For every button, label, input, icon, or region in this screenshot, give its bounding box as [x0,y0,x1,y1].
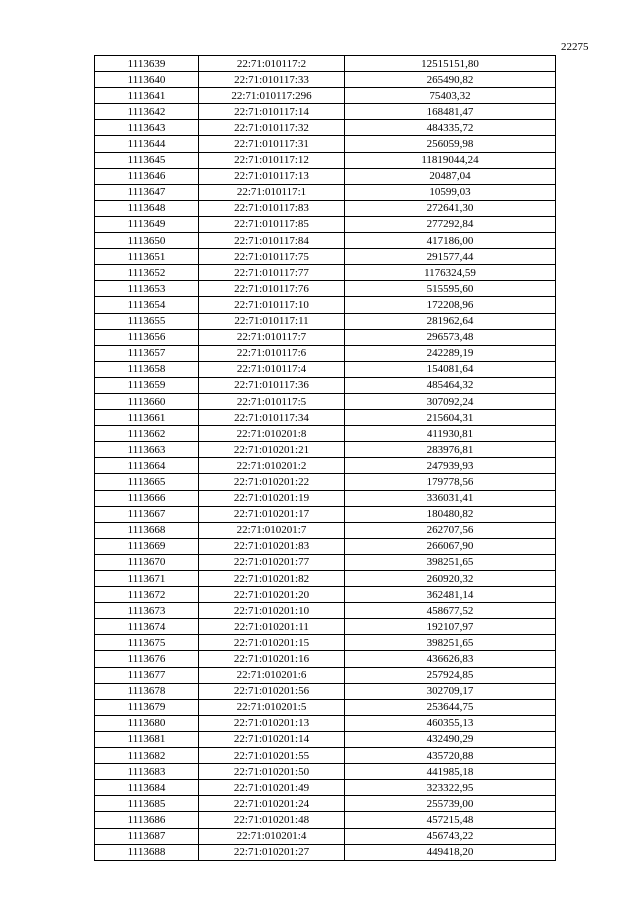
record-number-cell: 1113653 [95,281,199,297]
table-row [95,152,556,168]
cadastral-number-cell: 22:71:010117:11 [199,313,345,329]
cadastral-number-cell: 22:71:010117:5 [199,393,345,409]
cadastral-value-cell: 20487,04 [345,168,556,184]
record-number-cell: 1113647 [95,184,199,200]
record-number-cell: 1113681 [95,731,199,747]
table-body [95,56,556,861]
table-row [95,522,556,538]
cadastral-value-cell: 458677,52 [345,603,556,619]
cadastral-value-cell: 411930,81 [345,426,556,442]
cadastral-value-cell: 323322,95 [345,780,556,796]
cadastral-number-cell: 22:71:010117:83 [199,200,345,216]
cadastral-number-cell: 22:71:010117:6 [199,345,345,361]
cadastral-number-cell: 22:71:010117:31 [199,136,345,152]
cadastral-number-cell: 22:71:010117:10 [199,297,345,313]
table-row [95,329,556,345]
cadastral-value-cell: 449418,20 [345,844,556,860]
cadastral-number-cell: 22:71:010201:2 [199,458,345,474]
record-number-cell: 1113669 [95,538,199,554]
record-number-cell: 1113643 [95,120,199,136]
cadastral-value-cell: 435720,88 [345,748,556,764]
record-number-cell: 1113684 [95,780,199,796]
cadastral-value-cell: 242289,19 [345,345,556,361]
cadastral-value-cell: 398251,65 [345,554,556,570]
table-row [95,233,556,249]
table-row [95,72,556,88]
table-row [95,56,556,72]
record-number-cell: 1113678 [95,683,199,699]
cadastral-value-cell: 168481,47 [345,104,556,120]
cadastral-value-cell: 432490,29 [345,731,556,747]
cadastral-number-cell: 22:71:010201:13 [199,715,345,731]
cadastral-value-cell: 192107,97 [345,619,556,635]
page-number: 22275 [561,41,589,53]
record-number-cell: 1113646 [95,168,199,184]
cadastral-value-cell: 485464,32 [345,377,556,393]
cadastral-number-cell: 22:71:010201:50 [199,764,345,780]
table-row [95,651,556,667]
cadastral-number-cell: 22:71:010117:36 [199,377,345,393]
record-number-cell: 1113666 [95,490,199,506]
table-row [95,571,556,587]
cadastral-number-cell: 22:71:010117:13 [199,168,345,184]
cadastral-value-table [94,55,556,861]
table-row [95,216,556,232]
record-number-cell: 1113662 [95,426,199,442]
record-number-cell: 1113667 [95,506,199,522]
cadastral-number-cell: 22:71:010201:82 [199,571,345,587]
cadastral-value-cell: 436626,83 [345,651,556,667]
cadastral-value-cell: 296573,48 [345,329,556,345]
cadastral-value-cell: 272641,30 [345,200,556,216]
cadastral-value-cell: 257924,85 [345,667,556,683]
record-number-cell: 1113645 [95,152,199,168]
cadastral-number-cell: 22:71:010117:4 [199,361,345,377]
cadastral-number-cell: 22:71:010201:20 [199,587,345,603]
record-number-cell: 1113679 [95,699,199,715]
record-number-cell: 1113642 [95,104,199,120]
cadastral-number-cell: 22:71:010117:33 [199,72,345,88]
table-row [95,731,556,747]
record-number-cell: 1113654 [95,297,199,313]
record-number-cell: 1113658 [95,361,199,377]
cadastral-number-cell: 22:71:010117:14 [199,104,345,120]
cadastral-number-cell: 22:71:010117:32 [199,120,345,136]
table-row [95,393,556,409]
cadastral-value-cell: 265490,82 [345,72,556,88]
cadastral-value-cell: 1176324,59 [345,265,556,281]
table-row [95,361,556,377]
record-number-cell: 1113648 [95,200,199,216]
record-number-cell: 1113683 [95,764,199,780]
cadastral-value-cell: 262707,56 [345,522,556,538]
cadastral-number-cell: 22:71:010201:83 [199,538,345,554]
table-row [95,748,556,764]
table-row [95,442,556,458]
record-number-cell: 1113670 [95,554,199,570]
record-number-cell: 1113652 [95,265,199,281]
record-number-cell: 1113664 [95,458,199,474]
cadastral-value-cell: 417186,00 [345,233,556,249]
record-number-cell: 1113675 [95,635,199,651]
cadastral-value-cell: 291577,44 [345,249,556,265]
cadastral-number-cell: 22:71:010201:55 [199,748,345,764]
record-number-cell: 1113656 [95,329,199,345]
record-number-cell: 1113671 [95,571,199,587]
cadastral-value-cell: 180480,82 [345,506,556,522]
table-row [95,377,556,393]
cadastral-value-cell: 484335,72 [345,120,556,136]
record-number-cell: 1113649 [95,216,199,232]
cadastral-value-cell: 307092,24 [345,393,556,409]
cadastral-value-cell: 336031,41 [345,490,556,506]
cadastral-number-cell: 22:71:010201:22 [199,474,345,490]
cadastral-number-cell: 22:71:010201:24 [199,796,345,812]
cadastral-number-cell: 22:71:010117:85 [199,216,345,232]
table-row [95,635,556,651]
cadastral-number-cell: 22:71:010117:7 [199,329,345,345]
table-row [95,281,556,297]
record-number-cell: 1113676 [95,651,199,667]
record-number-cell: 1113639 [95,56,199,72]
cadastral-number-cell: 22:71:010201:56 [199,683,345,699]
cadastral-value-cell: 10599,03 [345,184,556,200]
cadastral-value-cell: 441985,18 [345,764,556,780]
cadastral-value-cell: 179778,56 [345,474,556,490]
cadastral-value-cell: 253644,75 [345,699,556,715]
record-number-cell: 1113674 [95,619,199,635]
cadastral-value-cell: 281962,64 [345,313,556,329]
record-number-cell: 1113687 [95,828,199,844]
table-row [95,184,556,200]
cadastral-value-cell: 266067,90 [345,538,556,554]
cadastral-value-cell: 457215,48 [345,812,556,828]
cadastral-number-cell: 22:71:010117:77 [199,265,345,281]
record-number-cell: 1113686 [95,812,199,828]
table-row [95,667,556,683]
cadastral-number-cell: 22:71:010201:19 [199,490,345,506]
table-row [95,683,556,699]
table-row [95,780,556,796]
record-number-cell: 1113663 [95,442,199,458]
table-row [95,844,556,860]
cadastral-number-cell: 22:71:010201:6 [199,667,345,683]
cadastral-number-cell: 22:71:010201:21 [199,442,345,458]
cadastral-value-cell: 172208,96 [345,297,556,313]
table-row [95,249,556,265]
table-row [95,554,556,570]
record-number-cell: 1113680 [95,715,199,731]
table-row [95,812,556,828]
record-number-cell: 1113688 [95,844,199,860]
cadastral-value-cell: 302709,17 [345,683,556,699]
record-number-cell: 1113665 [95,474,199,490]
cadastral-number-cell: 22:71:010117:1 [199,184,345,200]
record-number-cell: 1113673 [95,603,199,619]
table-row [95,619,556,635]
table-row [95,200,556,216]
table-row [95,410,556,426]
table-row [95,426,556,442]
cadastral-number-cell: 22:71:010117:84 [199,233,345,249]
table-row [95,474,556,490]
record-number-cell: 1113677 [95,667,199,683]
cadastral-value-cell: 11819044,24 [345,152,556,168]
table-row [95,506,556,522]
record-number-cell: 1113685 [95,796,199,812]
table-row [95,538,556,554]
cadastral-number-cell: 22:71:010201:16 [199,651,345,667]
table-row [95,104,556,120]
record-number-cell: 1113650 [95,233,199,249]
table-row [95,313,556,329]
cadastral-number-cell: 22:71:010201:17 [199,506,345,522]
cadastral-number-cell: 22:71:010201:77 [199,554,345,570]
table-row [95,458,556,474]
table-row [95,699,556,715]
cadastral-number-cell: 22:71:010201:15 [199,635,345,651]
record-number-cell: 1113641 [95,88,199,104]
cadastral-value-cell: 247939,93 [345,458,556,474]
record-number-cell: 1113682 [95,748,199,764]
cadastral-number-cell: 22:71:010117:296 [199,88,345,104]
table-row [95,603,556,619]
cadastral-number-cell: 22:71:010117:34 [199,410,345,426]
cadastral-number-cell: 22:71:010201:4 [199,828,345,844]
record-number-cell: 1113672 [95,587,199,603]
cadastral-number-cell: 22:71:010117:12 [199,152,345,168]
cadastral-number-cell: 22:71:010201:7 [199,522,345,538]
cadastral-number-cell: 22:71:010117:76 [199,281,345,297]
cadastral-number-cell: 22:71:010201:48 [199,812,345,828]
cadastral-value-cell: 154081,64 [345,361,556,377]
cadastral-number-cell: 22:71:010117:75 [199,249,345,265]
table-row [95,764,556,780]
record-number-cell: 1113655 [95,313,199,329]
table-row [95,345,556,361]
table-row [95,120,556,136]
cadastral-value-cell: 398251,65 [345,635,556,651]
record-number-cell: 1113657 [95,345,199,361]
table-row [95,796,556,812]
cadastral-number-cell: 22:71:010201:11 [199,619,345,635]
cadastral-value-cell: 256059,98 [345,136,556,152]
table-row [95,587,556,603]
cadastral-value-cell: 277292,84 [345,216,556,232]
table-row [95,715,556,731]
table-row [95,136,556,152]
cadastral-value-cell: 283976,81 [345,442,556,458]
cadastral-value-cell: 12515151,80 [345,56,556,72]
cadastral-value-cell: 515595,60 [345,281,556,297]
cadastral-value-cell: 75403,32 [345,88,556,104]
record-number-cell: 1113640 [95,72,199,88]
table-row [95,265,556,281]
cadastral-number-cell: 22:71:010201:49 [199,780,345,796]
record-number-cell: 1113651 [95,249,199,265]
cadastral-number-cell: 22:71:010201:14 [199,731,345,747]
cadastral-value-cell: 456743,22 [345,828,556,844]
record-number-cell: 1113668 [95,522,199,538]
record-number-cell: 1113659 [95,377,199,393]
cadastral-value-cell: 460355,13 [345,715,556,731]
record-number-cell: 1113660 [95,393,199,409]
cadastral-value-cell: 260920,32 [345,571,556,587]
table-row [95,828,556,844]
cadastral-number-cell: 22:71:010117:2 [199,56,345,72]
cadastral-value-cell: 255739,00 [345,796,556,812]
cadastral-value-cell: 362481,14 [345,587,556,603]
record-number-cell: 1113644 [95,136,199,152]
table-row [95,490,556,506]
cadastral-number-cell: 22:71:010201:27 [199,844,345,860]
record-number-cell: 1113661 [95,410,199,426]
cadastral-number-cell: 22:71:010201:10 [199,603,345,619]
cadastral-number-cell: 22:71:010201:8 [199,426,345,442]
cadastral-number-cell: 22:71:010201:5 [199,699,345,715]
table-row [95,88,556,104]
table-row [95,297,556,313]
cadastral-value-cell: 215604,31 [345,410,556,426]
table-row [95,168,556,184]
